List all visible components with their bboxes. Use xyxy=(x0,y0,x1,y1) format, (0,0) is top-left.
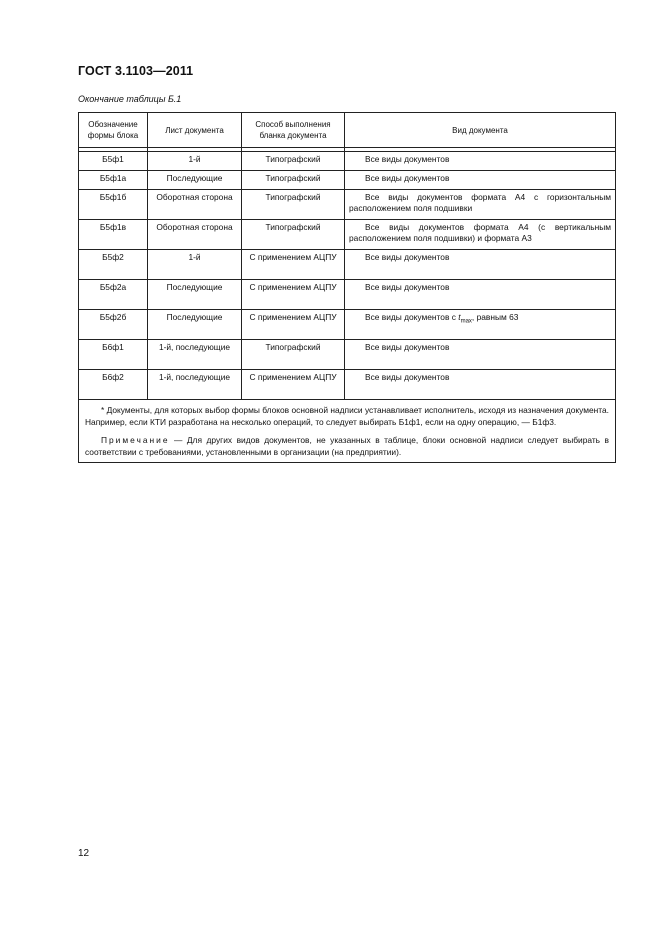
note-label: Примечание xyxy=(101,435,170,445)
form-code: Б6ф1 xyxy=(79,340,148,370)
table-row xyxy=(79,152,616,171)
doc-type-text: , равным 63 xyxy=(471,312,519,322)
footnote-text: * Документы, для которых выбор формы блоков основной надписи устанавливает исполнитель, исходя из назначения документа. Например, если КТИ разработана на несколько операций, то следует выбирать Б1ф1, если на одну операцию, — Б1ф3. xyxy=(85,405,609,427)
sheet-cell: Оборотная сторона xyxy=(148,220,242,250)
header-cell: Обозначение формы блока xyxy=(79,113,148,148)
form-code: Б5ф1в xyxy=(79,220,148,250)
method-cell: Типографский xyxy=(242,190,345,220)
sheet-cell: Оборотная сторона xyxy=(148,190,242,220)
doc-type-cell: Все виды документов xyxy=(345,152,616,171)
doc-type-cell xyxy=(345,310,616,340)
note-text: — Для других видов документов, не указанных в таблице, блоки основной надписи следует выбирать в соответствии с требованиями, установленными в организации (на предприятии). xyxy=(85,435,609,457)
doc-type-variable: t xyxy=(458,312,461,322)
doc-type-cell: Все виды документов xyxy=(345,280,616,310)
footnote-row xyxy=(79,400,616,463)
method-cell: Типографский xyxy=(242,340,345,370)
sheet-cell: 1-й, последующие xyxy=(148,340,242,370)
table-row xyxy=(79,171,616,190)
method-cell: Типографский xyxy=(242,152,345,171)
table-row xyxy=(79,220,616,250)
page-number: 12 xyxy=(78,848,90,859)
form-code: Б5ф1 xyxy=(79,152,148,171)
doc-type-cell: Все виды документов формата А4 (с вертикальным расположением поля подшивки) и формата А3 xyxy=(345,220,616,250)
table-row xyxy=(79,250,616,280)
document-header: ГОСТ 3.1103—2011 xyxy=(78,64,194,78)
method-cell: Типографский xyxy=(242,220,345,250)
header-cell: Лист документа xyxy=(148,113,242,148)
method-cell: С применением АЦПУ xyxy=(242,280,345,310)
sheet-cell: 1-й, последующие xyxy=(148,370,242,400)
form-code: Б5ф1а xyxy=(79,171,148,190)
sheet-cell: Последующие xyxy=(148,171,242,190)
header-cell: Способ выполнения бланка документа xyxy=(242,113,345,148)
form-code: Б5ф2а xyxy=(79,280,148,310)
method-cell: С применением АЦПУ xyxy=(242,310,345,340)
table-row xyxy=(79,310,616,340)
note-paragraph xyxy=(85,435,609,458)
doc-type-cell: Все виды документов xyxy=(345,250,616,280)
method-cell: С применением АЦПУ xyxy=(242,250,345,280)
sheet-cell: Последующие xyxy=(148,310,242,340)
form-code: Б6ф2 xyxy=(79,370,148,400)
form-code: Б5ф1б xyxy=(79,190,148,220)
sheet-cell: 1-й xyxy=(148,250,242,280)
doc-type-text: Все виды документов с xyxy=(365,312,459,322)
form-code: Б5ф2б xyxy=(79,310,148,340)
table-header-row xyxy=(79,113,616,148)
doc-type-cell: Все виды документов xyxy=(345,340,616,370)
footnote-cell xyxy=(79,400,616,463)
doc-type-subscript: max xyxy=(460,318,472,325)
sheet-cell: 1-й xyxy=(148,152,242,171)
table-row xyxy=(79,190,616,220)
table-caption: Окончание таблицы Б.1 xyxy=(78,94,182,104)
forms-table xyxy=(78,112,616,463)
doc-type-cell: Все виды документов xyxy=(345,370,616,400)
method-cell: Типографский xyxy=(242,171,345,190)
table-row xyxy=(79,340,616,370)
doc-type-cell: Все виды документов формата А4 с горизонтальным расположением поля подшивки xyxy=(345,190,616,220)
method-cell: С применением АЦПУ xyxy=(242,370,345,400)
header-cell: Вид документа xyxy=(345,113,616,148)
table-row xyxy=(79,280,616,310)
form-code: Б5ф2 xyxy=(79,250,148,280)
table-row xyxy=(79,370,616,400)
sheet-cell: Последующие xyxy=(148,280,242,310)
doc-type-cell: Все виды документов xyxy=(345,171,616,190)
